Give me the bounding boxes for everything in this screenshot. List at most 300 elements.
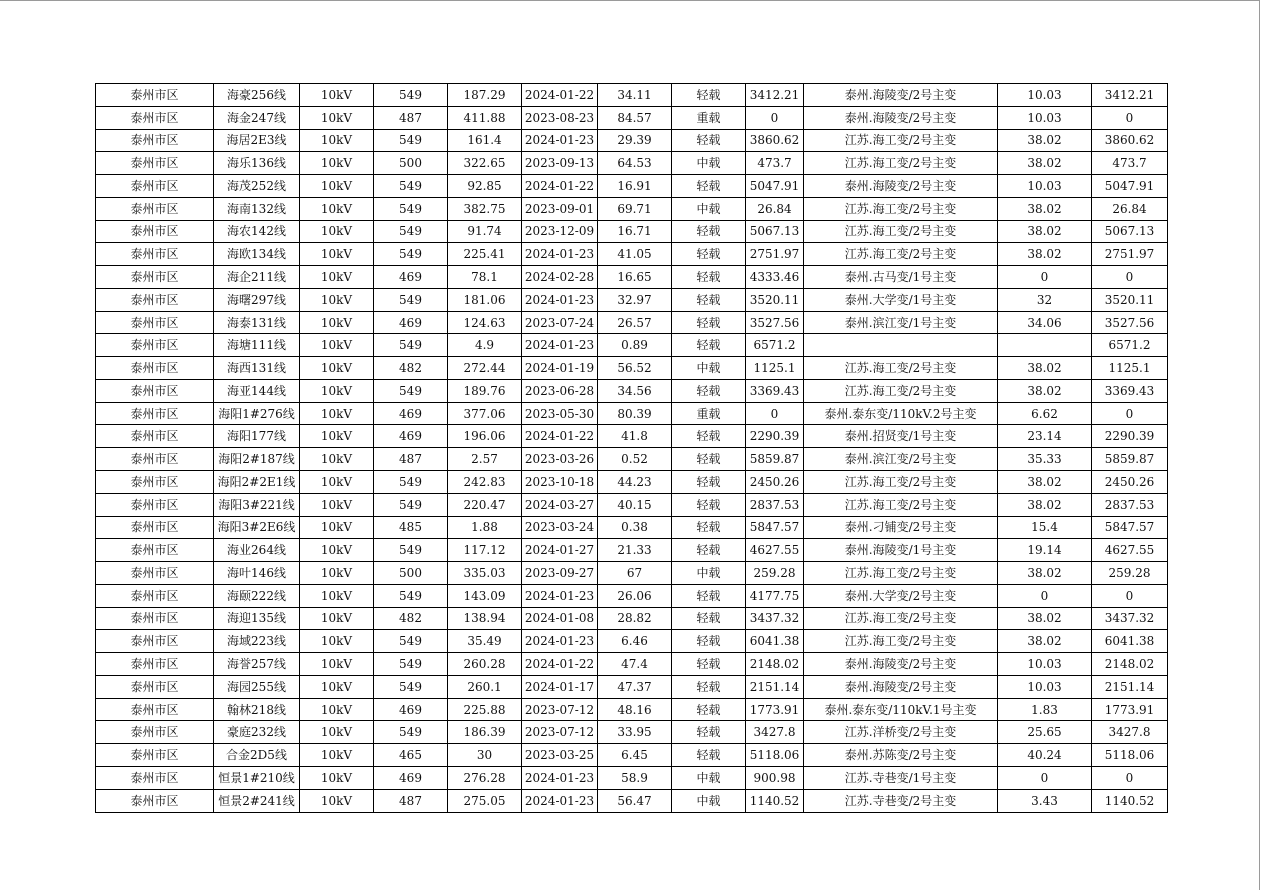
- transformer-cell: 江苏.寺巷变/2号主变: [804, 789, 998, 812]
- line-name-cell: 海阳3#2E6线: [214, 516, 300, 539]
- table-row: [96, 266, 1168, 289]
- transformer-rate-cell: 38.02: [998, 129, 1092, 152]
- available-cell: 3527.56: [1092, 311, 1168, 334]
- transformer-cell: 江苏.海工变/2号主变: [804, 630, 998, 653]
- table-row: [96, 493, 1168, 516]
- voltage-cell: 10kV: [300, 243, 374, 266]
- rate-cell: 21.33: [598, 539, 672, 562]
- load-status-cell: 轻载: [672, 493, 746, 516]
- load-cell: 260.1: [448, 675, 522, 698]
- margin-cell: 26.84: [746, 197, 804, 220]
- load-status-cell: 轻载: [672, 675, 746, 698]
- margin-cell: 2450.26: [746, 471, 804, 494]
- load-status-cell: 轻载: [672, 698, 746, 721]
- available-cell: 3520.11: [1092, 288, 1168, 311]
- table-row: [96, 607, 1168, 630]
- rate-cell: 26.57: [598, 311, 672, 334]
- available-cell: 6041.38: [1092, 630, 1168, 653]
- area-cell: 泰州市区: [96, 106, 214, 129]
- capacity-cell: 482: [374, 357, 448, 380]
- available-cell: 0: [1092, 402, 1168, 425]
- capacity-cell: 487: [374, 789, 448, 812]
- area-cell: 泰州市区: [96, 129, 214, 152]
- available-cell: 259.28: [1092, 562, 1168, 585]
- load-cell: 276.28: [448, 766, 522, 789]
- capacity-cell: 549: [374, 334, 448, 357]
- voltage-cell: 10kV: [300, 357, 374, 380]
- capacity-cell: 549: [374, 84, 448, 107]
- capacity-cell: 549: [374, 471, 448, 494]
- rate-cell: 58.9: [598, 766, 672, 789]
- load-cell: 181.06: [448, 288, 522, 311]
- capacity-cell: 549: [374, 721, 448, 744]
- load-status-cell: 轻载: [672, 425, 746, 448]
- available-cell: 2837.53: [1092, 493, 1168, 516]
- voltage-cell: 10kV: [300, 311, 374, 334]
- margin-cell: 3412.21: [746, 84, 804, 107]
- transformer-cell: 泰州.海陵变/2号主变: [804, 84, 998, 107]
- margin-cell: 900.98: [746, 766, 804, 789]
- area-cell: 泰州市区: [96, 607, 214, 630]
- load-cell: 187.29: [448, 84, 522, 107]
- date-cell: 2024-01-23: [522, 766, 598, 789]
- transformer-rate-cell: 0: [998, 266, 1092, 289]
- rate-cell: 84.57: [598, 106, 672, 129]
- area-cell: 泰州市区: [96, 175, 214, 198]
- transformer-rate-cell: 3.43: [998, 789, 1092, 812]
- line-name-cell: 翰林218线: [214, 698, 300, 721]
- margin-cell: 4177.75: [746, 584, 804, 607]
- capacity-cell: 485: [374, 516, 448, 539]
- area-cell: 泰州市区: [96, 243, 214, 266]
- date-cell: 2024-01-23: [522, 129, 598, 152]
- capacity-cell: 549: [374, 675, 448, 698]
- voltage-cell: 10kV: [300, 766, 374, 789]
- area-cell: 泰州市区: [96, 562, 214, 585]
- transformer-cell: 泰州.苏陈变/2号主变: [804, 744, 998, 767]
- available-cell: 4627.55: [1092, 539, 1168, 562]
- transformer-cell: 泰州.大学变/2号主变: [804, 584, 998, 607]
- rate-cell: 0.38: [598, 516, 672, 539]
- transformer-rate-cell: 25.65: [998, 721, 1092, 744]
- table-row: [96, 766, 1168, 789]
- area-cell: 泰州市区: [96, 766, 214, 789]
- date-cell: 2024-01-23: [522, 584, 598, 607]
- voltage-cell: 10kV: [300, 334, 374, 357]
- line-name-cell: 海阳3#221线: [214, 493, 300, 516]
- rate-cell: 29.39: [598, 129, 672, 152]
- load-status-cell: 轻载: [672, 516, 746, 539]
- rate-cell: 80.39: [598, 402, 672, 425]
- area-cell: 泰州市区: [96, 220, 214, 243]
- area-cell: 泰州市区: [96, 471, 214, 494]
- date-cell: 2024-02-28: [522, 266, 598, 289]
- load-status-cell: 轻载: [672, 84, 746, 107]
- line-name-cell: 海园255线: [214, 675, 300, 698]
- margin-cell: 473.7: [746, 152, 804, 175]
- transformer-rate-cell: 38.02: [998, 357, 1092, 380]
- available-cell: 26.84: [1092, 197, 1168, 220]
- area-cell: 泰州市区: [96, 84, 214, 107]
- load-cell: 272.44: [448, 357, 522, 380]
- area-cell: 泰州市区: [96, 539, 214, 562]
- margin-cell: 5118.06: [746, 744, 804, 767]
- available-cell: 3369.43: [1092, 379, 1168, 402]
- capacity-cell: 549: [374, 175, 448, 198]
- area-cell: 泰州市区: [96, 379, 214, 402]
- transformer-rate-cell: 10.03: [998, 175, 1092, 198]
- margin-cell: 3860.62: [746, 129, 804, 152]
- date-cell: 2023-09-01: [522, 197, 598, 220]
- transformer-cell: 泰州.刁铺变/2号主变: [804, 516, 998, 539]
- transformer-cell: 江苏.寺巷变/1号主变: [804, 766, 998, 789]
- rate-cell: 6.46: [598, 630, 672, 653]
- transformer-cell: 江苏.海工变/2号主变: [804, 129, 998, 152]
- voltage-cell: 10kV: [300, 175, 374, 198]
- voltage-cell: 10kV: [300, 197, 374, 220]
- line-name-cell: 海茂252线: [214, 175, 300, 198]
- margin-cell: 2151.14: [746, 675, 804, 698]
- load-cell: 275.05: [448, 789, 522, 812]
- transformer-rate-cell: 35.33: [998, 448, 1092, 471]
- available-cell: 2151.14: [1092, 675, 1168, 698]
- capacity-cell: 469: [374, 402, 448, 425]
- line-name-cell: 海欧134线: [214, 243, 300, 266]
- load-status-cell: 轻载: [672, 129, 746, 152]
- date-cell: 2024-01-19: [522, 357, 598, 380]
- area-cell: 泰州市区: [96, 630, 214, 653]
- load-status-cell: 重载: [672, 106, 746, 129]
- line-name-cell: 海南132线: [214, 197, 300, 220]
- line-name-cell: 合金2D5线: [214, 744, 300, 767]
- margin-cell: 0: [746, 106, 804, 129]
- available-cell: 3437.32: [1092, 607, 1168, 630]
- line-name-cell: 海誉257线: [214, 653, 300, 676]
- load-cell: 138.94: [448, 607, 522, 630]
- capacity-cell: 469: [374, 425, 448, 448]
- transformer-rate-cell: 10.03: [998, 84, 1092, 107]
- rate-cell: 64.53: [598, 152, 672, 175]
- line-name-cell: 海颐222线: [214, 584, 300, 607]
- transformer-cell: 泰州.泰东变/110kV.1号主变: [804, 698, 998, 721]
- available-cell: 3860.62: [1092, 129, 1168, 152]
- voltage-cell: 10kV: [300, 471, 374, 494]
- load-status-cell: 重载: [672, 402, 746, 425]
- load-status-cell: 轻载: [672, 288, 746, 311]
- available-cell: 1125.1: [1092, 357, 1168, 380]
- date-cell: 2023-07-24: [522, 311, 598, 334]
- date-cell: 2024-01-23: [522, 789, 598, 812]
- transformer-cell: 江苏.海工变/2号主变: [804, 607, 998, 630]
- margin-cell: 5047.91: [746, 175, 804, 198]
- margin-cell: 4627.55: [746, 539, 804, 562]
- line-name-cell: 海居2E3线: [214, 129, 300, 152]
- transformer-rate-cell: 10.03: [998, 653, 1092, 676]
- transformer-cell: 江苏.海工变/2号主变: [804, 357, 998, 380]
- load-status-cell: 轻载: [672, 243, 746, 266]
- area-cell: 泰州市区: [96, 721, 214, 744]
- voltage-cell: 10kV: [300, 493, 374, 516]
- load-status-cell: 轻载: [672, 630, 746, 653]
- table-row: [96, 197, 1168, 220]
- table-row: [96, 106, 1168, 129]
- margin-cell: 1125.1: [746, 357, 804, 380]
- load-cell: 92.85: [448, 175, 522, 198]
- transformer-cell: [804, 334, 998, 357]
- load-status-cell: 轻载: [672, 311, 746, 334]
- transformer-rate-cell: 10.03: [998, 106, 1092, 129]
- table-row: [96, 539, 1168, 562]
- load-cell: 260.28: [448, 653, 522, 676]
- margin-cell: 6571.2: [746, 334, 804, 357]
- transformer-rate-cell: 38.02: [998, 471, 1092, 494]
- date-cell: 2023-07-12: [522, 698, 598, 721]
- margin-cell: 5067.13: [746, 220, 804, 243]
- voltage-cell: 10kV: [300, 425, 374, 448]
- transformer-cell: 江苏.海工变/2号主变: [804, 379, 998, 402]
- load-status-cell: 中载: [672, 152, 746, 175]
- line-name-cell: 海亚144线: [214, 379, 300, 402]
- load-status-cell: 轻载: [672, 379, 746, 402]
- transformer-rate-cell: 34.06: [998, 311, 1092, 334]
- load-status-cell: 中载: [672, 766, 746, 789]
- capacity-cell: 549: [374, 243, 448, 266]
- load-cell: 4.9: [448, 334, 522, 357]
- area-cell: 泰州市区: [96, 675, 214, 698]
- rate-cell: 69.71: [598, 197, 672, 220]
- load-status-cell: 中载: [672, 789, 746, 812]
- date-cell: 2024-01-23: [522, 630, 598, 653]
- date-cell: 2024-01-22: [522, 425, 598, 448]
- capacity-cell: 549: [374, 379, 448, 402]
- margin-cell: 2290.39: [746, 425, 804, 448]
- table-row: [96, 334, 1168, 357]
- margin-cell: 1773.91: [746, 698, 804, 721]
- load-cell: 1.88: [448, 516, 522, 539]
- transformer-cell: 泰州.滨江变/2号主变: [804, 448, 998, 471]
- available-cell: 6571.2: [1092, 334, 1168, 357]
- table-row: [96, 584, 1168, 607]
- rate-cell: 16.71: [598, 220, 672, 243]
- margin-cell: 3437.32: [746, 607, 804, 630]
- transformer-rate-cell: 32: [998, 288, 1092, 311]
- table-body: [96, 84, 1168, 813]
- table-row: [96, 698, 1168, 721]
- load-cell: 161.4: [448, 129, 522, 152]
- area-cell: 泰州市区: [96, 288, 214, 311]
- load-status-cell: 轻载: [672, 448, 746, 471]
- voltage-cell: 10kV: [300, 84, 374, 107]
- rate-cell: 41.8: [598, 425, 672, 448]
- rate-cell: 47.4: [598, 653, 672, 676]
- table-row: [96, 789, 1168, 812]
- available-cell: 3427.8: [1092, 721, 1168, 744]
- load-cell: 2.57: [448, 448, 522, 471]
- table-row: [96, 84, 1168, 107]
- transformer-cell: 泰州.大学变/1号主变: [804, 288, 998, 311]
- load-status-cell: 中载: [672, 562, 746, 585]
- load-cell: 35.49: [448, 630, 522, 653]
- load-cell: 225.88: [448, 698, 522, 721]
- rate-cell: 67: [598, 562, 672, 585]
- margin-cell: 2148.02: [746, 653, 804, 676]
- transformer-cell: 泰州.海陵变/1号主变: [804, 539, 998, 562]
- line-name-cell: 海塘111线: [214, 334, 300, 357]
- transformer-rate-cell: [998, 334, 1092, 357]
- voltage-cell: 10kV: [300, 129, 374, 152]
- date-cell: 2023-03-24: [522, 516, 598, 539]
- transformer-rate-cell: 10.03: [998, 675, 1092, 698]
- voltage-cell: 10kV: [300, 562, 374, 585]
- available-cell: 2450.26: [1092, 471, 1168, 494]
- available-cell: 1140.52: [1092, 789, 1168, 812]
- transformer-cell: 泰州.海陵变/2号主变: [804, 175, 998, 198]
- transformer-cell: 江苏.海工变/2号主变: [804, 220, 998, 243]
- margin-cell: 3369.43: [746, 379, 804, 402]
- area-cell: 泰州市区: [96, 789, 214, 812]
- table-row: [96, 516, 1168, 539]
- rate-cell: 16.65: [598, 266, 672, 289]
- date-cell: 2023-10-18: [522, 471, 598, 494]
- rate-cell: 44.23: [598, 471, 672, 494]
- date-cell: 2023-03-26: [522, 448, 598, 471]
- load-status-cell: 轻载: [672, 653, 746, 676]
- margin-cell: 5847.57: [746, 516, 804, 539]
- load-cell: 322.65: [448, 152, 522, 175]
- line-name-cell: 豪庭232线: [214, 721, 300, 744]
- table-row: [96, 220, 1168, 243]
- area-cell: 泰州市区: [96, 516, 214, 539]
- margin-cell: 5859.87: [746, 448, 804, 471]
- line-name-cell: 海农142线: [214, 220, 300, 243]
- margin-cell: 3520.11: [746, 288, 804, 311]
- transformer-rate-cell: 15.4: [998, 516, 1092, 539]
- area-cell: 泰州市区: [96, 334, 214, 357]
- load-cell: 382.75: [448, 197, 522, 220]
- voltage-cell: 10kV: [300, 698, 374, 721]
- load-cell: 143.09: [448, 584, 522, 607]
- rate-cell: 33.95: [598, 721, 672, 744]
- capacity-cell: 469: [374, 266, 448, 289]
- date-cell: 2024-01-23: [522, 334, 598, 357]
- rate-cell: 48.16: [598, 698, 672, 721]
- available-cell: 2290.39: [1092, 425, 1168, 448]
- available-cell: 5047.91: [1092, 175, 1168, 198]
- voltage-cell: 10kV: [300, 675, 374, 698]
- capacity-cell: 549: [374, 129, 448, 152]
- load-cell: 242.83: [448, 471, 522, 494]
- line-name-cell: 海阳177线: [214, 425, 300, 448]
- line-name-cell: 恒景1#210线: [214, 766, 300, 789]
- margin-cell: 0: [746, 402, 804, 425]
- margin-cell: 4333.46: [746, 266, 804, 289]
- table-row: [96, 653, 1168, 676]
- rate-cell: 28.82: [598, 607, 672, 630]
- date-cell: 2024-01-22: [522, 653, 598, 676]
- available-cell: 2148.02: [1092, 653, 1168, 676]
- load-status-cell: 轻载: [672, 744, 746, 767]
- date-cell: 2024-01-22: [522, 175, 598, 198]
- date-cell: 2023-09-27: [522, 562, 598, 585]
- line-name-cell: 海泰131线: [214, 311, 300, 334]
- line-name-cell: 海阳2#2E1线: [214, 471, 300, 494]
- load-cell: 189.76: [448, 379, 522, 402]
- voltage-cell: 10kV: [300, 448, 374, 471]
- rate-cell: 56.52: [598, 357, 672, 380]
- load-status-cell: 轻载: [672, 175, 746, 198]
- capacity-cell: 482: [374, 607, 448, 630]
- transformer-cell: 泰州.古马变/1号主变: [804, 266, 998, 289]
- area-cell: 泰州市区: [96, 311, 214, 334]
- area-cell: 泰州市区: [96, 425, 214, 448]
- table-row: [96, 243, 1168, 266]
- date-cell: 2024-01-27: [522, 539, 598, 562]
- voltage-cell: 10kV: [300, 744, 374, 767]
- load-status-cell: 轻载: [672, 334, 746, 357]
- voltage-cell: 10kV: [300, 584, 374, 607]
- line-name-cell: 海业264线: [214, 539, 300, 562]
- date-cell: 2024-01-22: [522, 84, 598, 107]
- load-status-cell: 轻载: [672, 607, 746, 630]
- rate-cell: 34.56: [598, 379, 672, 402]
- available-cell: 5859.87: [1092, 448, 1168, 471]
- transformer-cell: 江苏.海工变/2号主变: [804, 562, 998, 585]
- table-row: [96, 379, 1168, 402]
- voltage-cell: 10kV: [300, 630, 374, 653]
- area-cell: 泰州市区: [96, 152, 214, 175]
- area-cell: 泰州市区: [96, 584, 214, 607]
- voltage-cell: 10kV: [300, 266, 374, 289]
- load-cell: 377.06: [448, 402, 522, 425]
- rate-cell: 26.06: [598, 584, 672, 607]
- rate-cell: 16.91: [598, 175, 672, 198]
- transformer-rate-cell: 38.02: [998, 379, 1092, 402]
- load-status-cell: 轻载: [672, 539, 746, 562]
- rate-cell: 47.37: [598, 675, 672, 698]
- table-row: [96, 721, 1168, 744]
- capacity-cell: 487: [374, 448, 448, 471]
- capacity-cell: 549: [374, 653, 448, 676]
- capacity-cell: 465: [374, 744, 448, 767]
- capacity-cell: 549: [374, 584, 448, 607]
- voltage-cell: 10kV: [300, 152, 374, 175]
- area-cell: 泰州市区: [96, 448, 214, 471]
- line-name-cell: 海叶146线: [214, 562, 300, 585]
- transformer-rate-cell: 38.02: [998, 220, 1092, 243]
- voltage-cell: 10kV: [300, 721, 374, 744]
- load-cell: 91.74: [448, 220, 522, 243]
- transformer-cell: 江苏.海工变/2号主变: [804, 493, 998, 516]
- load-cell: 117.12: [448, 539, 522, 562]
- table-row: [96, 630, 1168, 653]
- available-cell: 2751.97: [1092, 243, 1168, 266]
- line-name-cell: 海迎135线: [214, 607, 300, 630]
- transformer-rate-cell: 38.02: [998, 493, 1092, 516]
- date-cell: 2024-03-27: [522, 493, 598, 516]
- transformer-cell: 泰州.海陵变/2号主变: [804, 653, 998, 676]
- transformer-rate-cell: 38.02: [998, 152, 1092, 175]
- transformer-rate-cell: 40.24: [998, 744, 1092, 767]
- load-status-cell: 中载: [672, 357, 746, 380]
- load-cell: 220.47: [448, 493, 522, 516]
- date-cell: 2024-01-23: [522, 288, 598, 311]
- margin-cell: 3427.8: [746, 721, 804, 744]
- capacity-cell: 500: [374, 152, 448, 175]
- transformer-cell: 江苏.海工变/2号主变: [804, 471, 998, 494]
- rate-cell: 0.52: [598, 448, 672, 471]
- available-cell: 3412.21: [1092, 84, 1168, 107]
- table-row: [96, 562, 1168, 585]
